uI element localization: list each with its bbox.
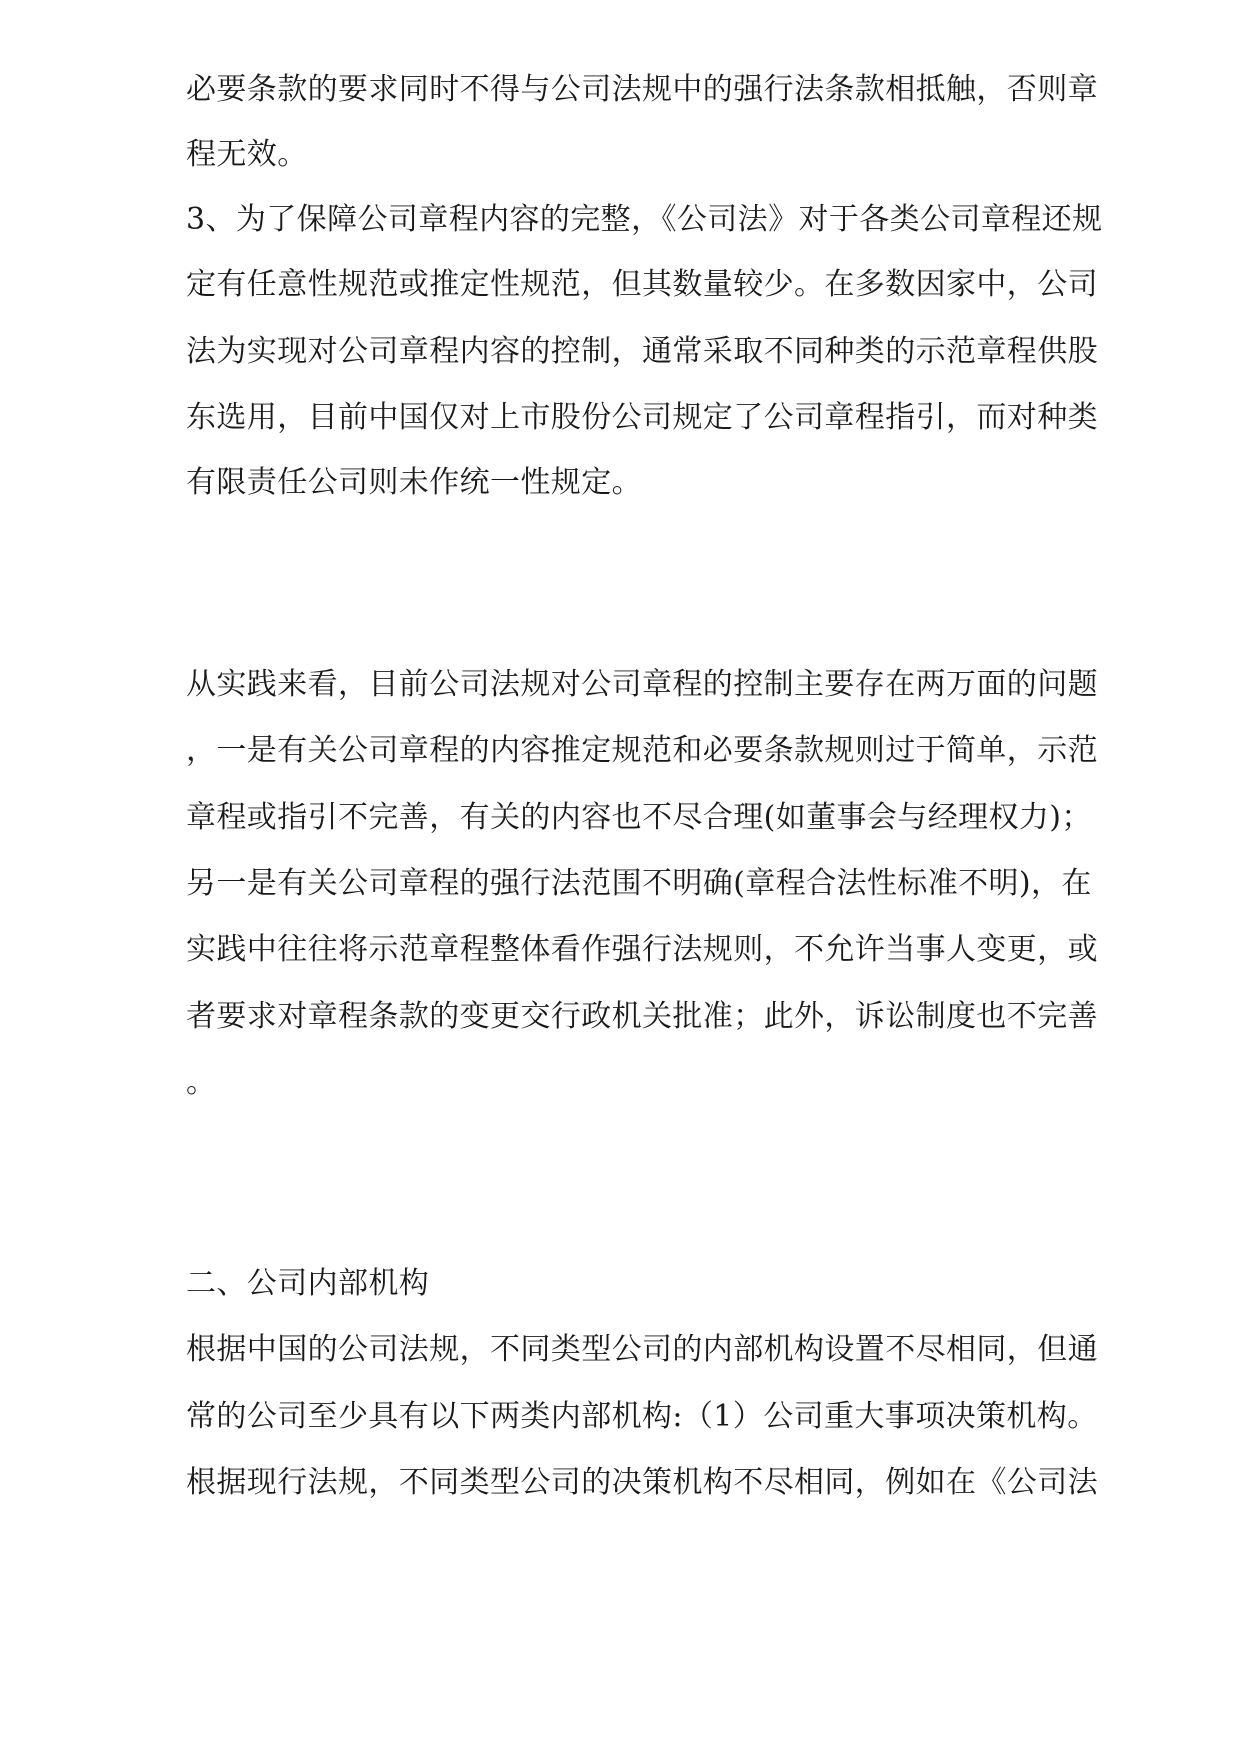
text-line: 程无效。 <box>186 137 308 172</box>
text-line: 有限责任公司则未作统一性规定。 <box>186 465 642 500</box>
text-line: 定有任意性规范或推定性规范，但其数量较少。在多数因家中，公司 <box>186 267 1098 302</box>
text-line: 3、为了保障公司章程内容的完整，《公司法》对于各类公司章程还规 <box>186 202 1103 237</box>
section-heading: 二、公司内部机构 <box>186 1266 430 1301</box>
text-line: ，一是有关公司章程的内容推定规范和必要条款规则过于简单，示范 <box>186 733 1098 768</box>
text-line: 。 <box>186 1065 217 1100</box>
text-line: 法为实现对公司章程内容的控制，通常采取不同种类的示范章程供股 <box>186 334 1098 369</box>
text-line: 必要条款的要求同时不得与公司法规中的强行法条款相抵触，否则章 <box>186 72 1098 107</box>
text-line: 根据中国的公司法规，不同类型公司的内部机构设置不尽相同，但通 <box>186 1332 1098 1367</box>
text-line: 另一是有关公司章程的强行法范围不明确(章程合法性标准不明)，在 <box>186 866 1092 901</box>
text-line: 者要求对章程条款的变更交行政机关批准；此外，诉讼制度也不完善 <box>186 999 1098 1034</box>
text-line: 常的公司至少具有以下两类内部机构:（1）公司重大事项决策机构。 <box>186 1399 1098 1434</box>
text-line: 根据现行法规，不同类型公司的决策机构不尽相同，例如在《公司法 <box>186 1465 1098 1500</box>
text-line: 实践中往往将示范章程整体看作强行法规则，不允许当事人变更，或 <box>186 932 1098 967</box>
text-line: 章程或指引不完善，有关的内容也不尽合理(如董事会与经理权力)； <box>186 800 1092 835</box>
text-line: 从实践来看，目前公司法规对公司章程的控制主要存在两万面的问题 <box>186 667 1098 702</box>
text-line: 东选用，目前中国仅对上市股份公司规定了公司章程指引，而对种类 <box>186 400 1098 435</box>
